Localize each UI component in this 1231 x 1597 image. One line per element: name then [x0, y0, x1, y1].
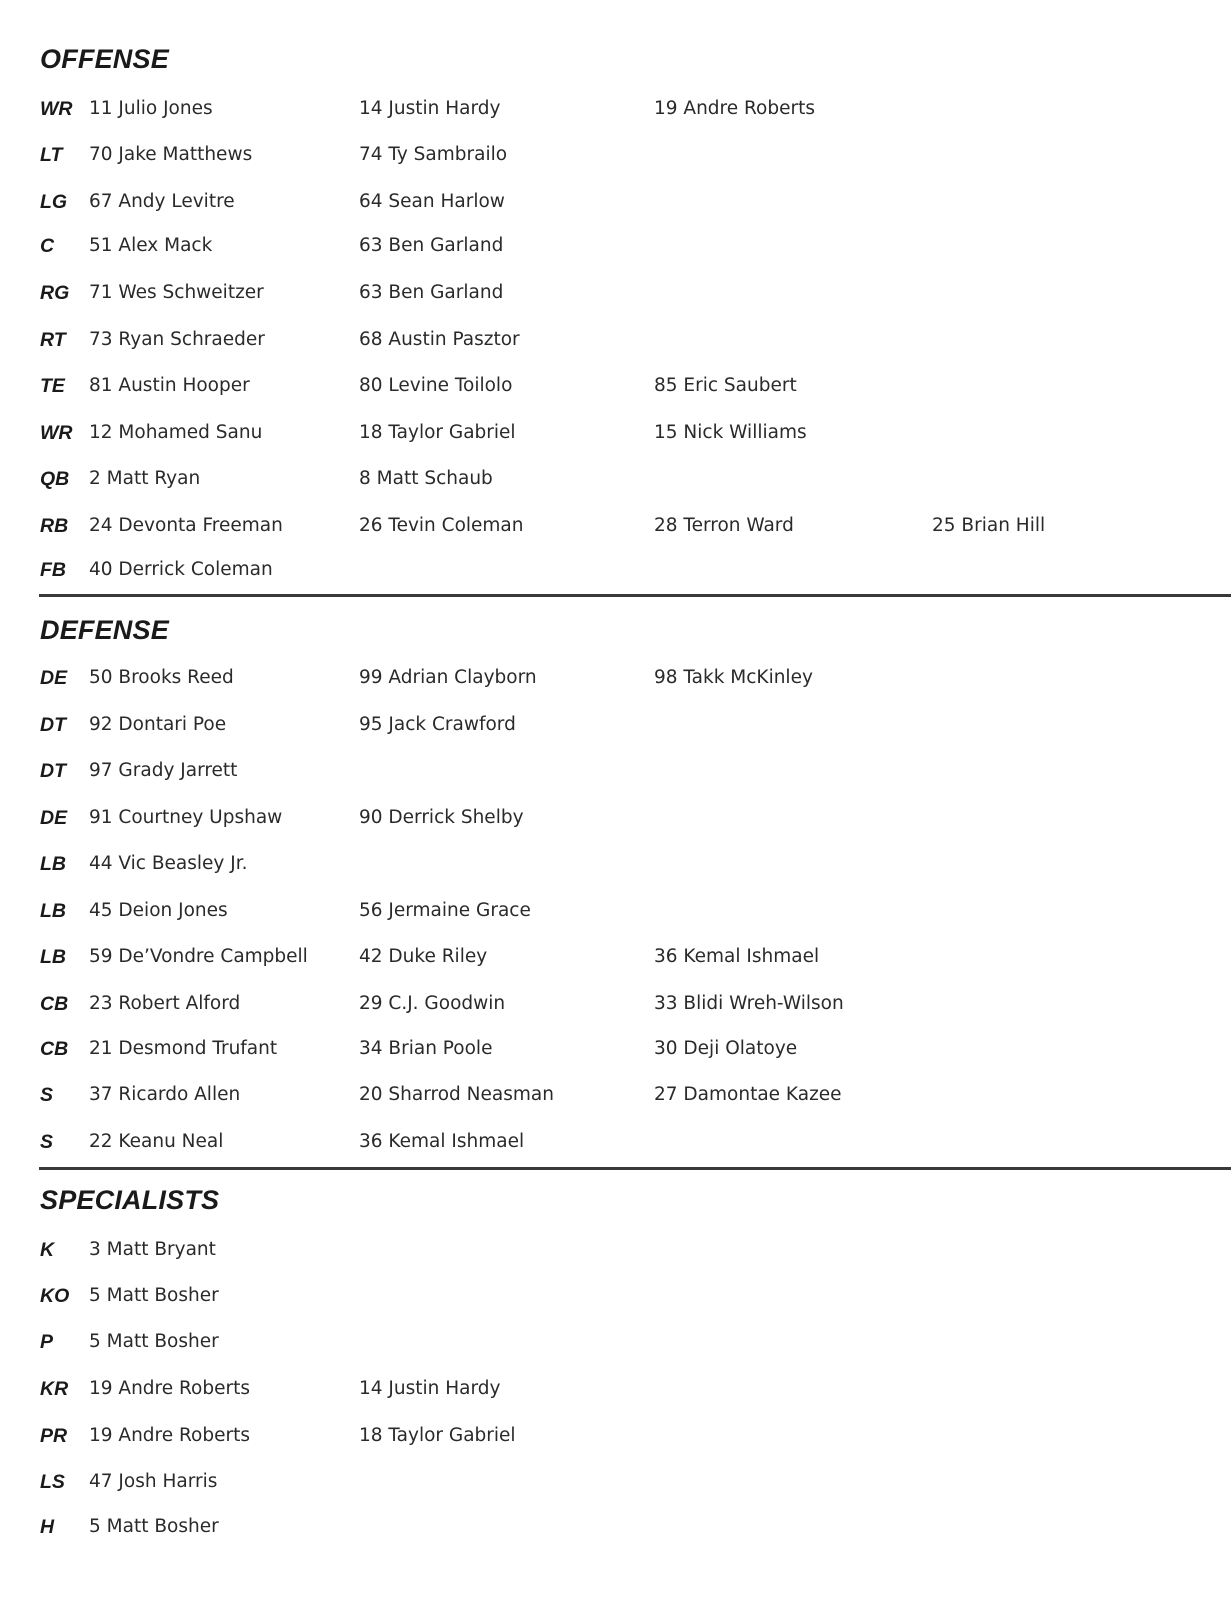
- specialists-row: [0, 1467, 1231, 1497]
- offense-row: [0, 140, 1231, 170]
- player-depth-2: 36 Kemal Ishmael: [359, 1131, 525, 1152]
- player-depth-1: 21 Desmond Trufant: [89, 1038, 278, 1059]
- position-label: LB: [40, 946, 66, 968]
- player-depth-1: 23 Robert Alford: [89, 993, 241, 1014]
- player-depth-3: 98 Takk McKinley: [654, 667, 813, 688]
- offense-heading: OFFENSE: [40, 44, 169, 74]
- specialists-heading: SPECIALISTS: [40, 1185, 220, 1215]
- player-depth-2: 63 Ben Garland: [359, 235, 504, 256]
- position-label: DT: [40, 714, 66, 736]
- player-depth-3: 33 Blidi Wreh-Wilson: [654, 993, 844, 1014]
- position-label: RB: [40, 515, 69, 537]
- player-depth-1: 19 Andre Roberts: [89, 1425, 250, 1446]
- position-label: RG: [40, 282, 70, 304]
- position-label: WR: [40, 98, 73, 120]
- position-label: S: [40, 1084, 54, 1106]
- offense-row: [0, 371, 1231, 401]
- offense-row: [0, 418, 1231, 448]
- player-depth-2: 95 Jack Crawford: [359, 714, 516, 735]
- specialists-row: [0, 1374, 1231, 1404]
- position-label: C: [40, 235, 55, 257]
- player-depth-1: 59 De’Vondre Campbell: [89, 946, 308, 967]
- player-depth-2: 74 Ty Sambrailo: [359, 144, 508, 165]
- player-depth-1: 50 Brooks Reed: [89, 667, 234, 688]
- player-depth-3: 27 Damontae Kazee: [654, 1084, 842, 1105]
- player-depth-1: 3 Matt Bryant: [89, 1239, 216, 1260]
- specialists-row: [0, 1235, 1231, 1265]
- position-label: CB: [40, 1038, 69, 1060]
- position-label: TE: [40, 375, 65, 397]
- player-depth-3: 15 Nick Williams: [654, 422, 807, 443]
- player-depth-1: 37 Ricardo Allen: [89, 1084, 241, 1105]
- position-label: DE: [40, 667, 68, 689]
- player-depth-1: 40 Derrick Coleman: [89, 559, 273, 580]
- player-depth-2: 64 Sean Harlow: [359, 191, 505, 212]
- specialists-row: [0, 1327, 1231, 1357]
- defense-row: [0, 1127, 1231, 1157]
- position-label: H: [40, 1516, 55, 1538]
- offense-row: [0, 464, 1231, 494]
- defense-row: [0, 756, 1231, 786]
- player-depth-1: 44 Vic Beasley Jr.: [89, 853, 248, 874]
- player-depth-3: 36 Kemal Ishmael: [654, 946, 820, 967]
- player-depth-1: 19 Andre Roberts: [89, 1378, 250, 1399]
- player-depth-2: 20 Sharrod Neasman: [359, 1084, 554, 1105]
- player-depth-2: 14 Justin Hardy: [359, 98, 501, 119]
- player-depth-2: 14 Justin Hardy: [359, 1378, 501, 1399]
- player-depth-2: 90 Derrick Shelby: [359, 807, 524, 828]
- player-depth-1: 71 Wes Schweitzer: [89, 282, 264, 303]
- specialists-row: [0, 1281, 1231, 1311]
- section-divider: [39, 1167, 1231, 1170]
- player-depth-1: 97 Grady Jarrett: [89, 760, 238, 781]
- player-depth-2: 63 Ben Garland: [359, 282, 504, 303]
- player-depth-1: 73 Ryan Schraeder: [89, 329, 265, 350]
- player-depth-2: 18 Taylor Gabriel: [359, 422, 516, 443]
- offense-row: [0, 278, 1231, 308]
- player-depth-1: 12 Mohamed Sanu: [89, 422, 263, 443]
- player-depth-1: 51 Alex Mack: [89, 235, 213, 256]
- player-depth-1: 70 Jake Matthews: [89, 144, 253, 165]
- defense-row: [0, 896, 1231, 926]
- position-label: LB: [40, 900, 66, 922]
- position-label: FB: [40, 559, 66, 581]
- position-label: LG: [40, 191, 68, 213]
- player-depth-2: 68 Austin Pasztor: [359, 329, 520, 350]
- offense-row: [0, 555, 1231, 585]
- position-label: S: [40, 1131, 54, 1153]
- specialists-row: [0, 1421, 1231, 1451]
- player-depth-1: 45 Deion Jones: [89, 900, 228, 921]
- defense-row: [0, 989, 1231, 1019]
- section-divider: [39, 594, 1231, 597]
- player-depth-1: 81 Austin Hooper: [89, 375, 250, 396]
- player-depth-2: 18 Taylor Gabriel: [359, 1425, 516, 1446]
- player-depth-1: 2 Matt Ryan: [89, 468, 201, 489]
- player-depth-1: 22 Keanu Neal: [89, 1131, 224, 1152]
- player-depth-3: 85 Eric Saubert: [654, 375, 797, 396]
- player-depth-1: 11 Julio Jones: [89, 98, 213, 119]
- offense-row: [0, 231, 1231, 261]
- player-depth-2: 29 C.J. Goodwin: [359, 993, 506, 1014]
- offense-row: [0, 325, 1231, 355]
- defense-row: [0, 803, 1231, 833]
- position-label: QB: [40, 468, 70, 490]
- player-depth-1: 67 Andy Levitre: [89, 191, 235, 212]
- defense-row: [0, 942, 1231, 972]
- position-label: KO: [40, 1285, 70, 1307]
- position-label: DE: [40, 807, 68, 829]
- defense-row: [0, 1034, 1231, 1064]
- position-label: PR: [40, 1425, 68, 1447]
- position-label: CB: [40, 993, 69, 1015]
- offense-row: [0, 187, 1231, 217]
- player-depth-1: 92 Dontari Poe: [89, 714, 227, 735]
- player-depth-2: 56 Jermaine Grace: [359, 900, 531, 921]
- defense-row: [0, 1080, 1231, 1110]
- player-depth-1: 5 Matt Bosher: [89, 1516, 219, 1537]
- player-depth-1: 5 Matt Bosher: [89, 1285, 219, 1306]
- player-depth-4: 25 Brian Hill: [932, 515, 1046, 536]
- player-depth-3: 30 Deji Olatoye: [654, 1038, 798, 1059]
- position-label: KR: [40, 1378, 69, 1400]
- defense-heading: DEFENSE: [40, 615, 169, 645]
- position-label: RT: [40, 329, 66, 351]
- position-label: WR: [40, 422, 73, 444]
- player-depth-2: 80 Levine Toilolo: [359, 375, 513, 396]
- player-depth-2: 8 Matt Schaub: [359, 468, 493, 489]
- player-depth-1: 47 Josh Harris: [89, 1471, 218, 1492]
- player-depth-2: 99 Adrian Clayborn: [359, 667, 537, 688]
- defense-row: [0, 710, 1231, 740]
- offense-row: [0, 94, 1231, 124]
- player-depth-1: 5 Matt Bosher: [89, 1331, 219, 1352]
- specialists-row: [0, 1512, 1231, 1542]
- defense-row: [0, 849, 1231, 879]
- player-depth-3: 28 Terron Ward: [654, 515, 794, 536]
- position-label: P: [40, 1331, 54, 1353]
- position-label: LB: [40, 853, 66, 875]
- position-label: DT: [40, 760, 66, 782]
- defense-row: [0, 663, 1231, 693]
- offense-row: [0, 511, 1231, 541]
- player-depth-1: 24 Devonta Freeman: [89, 515, 283, 536]
- position-label: K: [40, 1239, 55, 1261]
- player-depth-2: 42 Duke Riley: [359, 946, 488, 967]
- player-depth-3: 19 Andre Roberts: [654, 98, 815, 119]
- player-depth-2: 26 Tevin Coleman: [359, 515, 524, 536]
- position-label: LT: [40, 144, 63, 166]
- player-depth-1: 91 Courtney Upshaw: [89, 807, 283, 828]
- player-depth-2: 34 Brian Poole: [359, 1038, 493, 1059]
- position-label: LS: [40, 1471, 65, 1493]
